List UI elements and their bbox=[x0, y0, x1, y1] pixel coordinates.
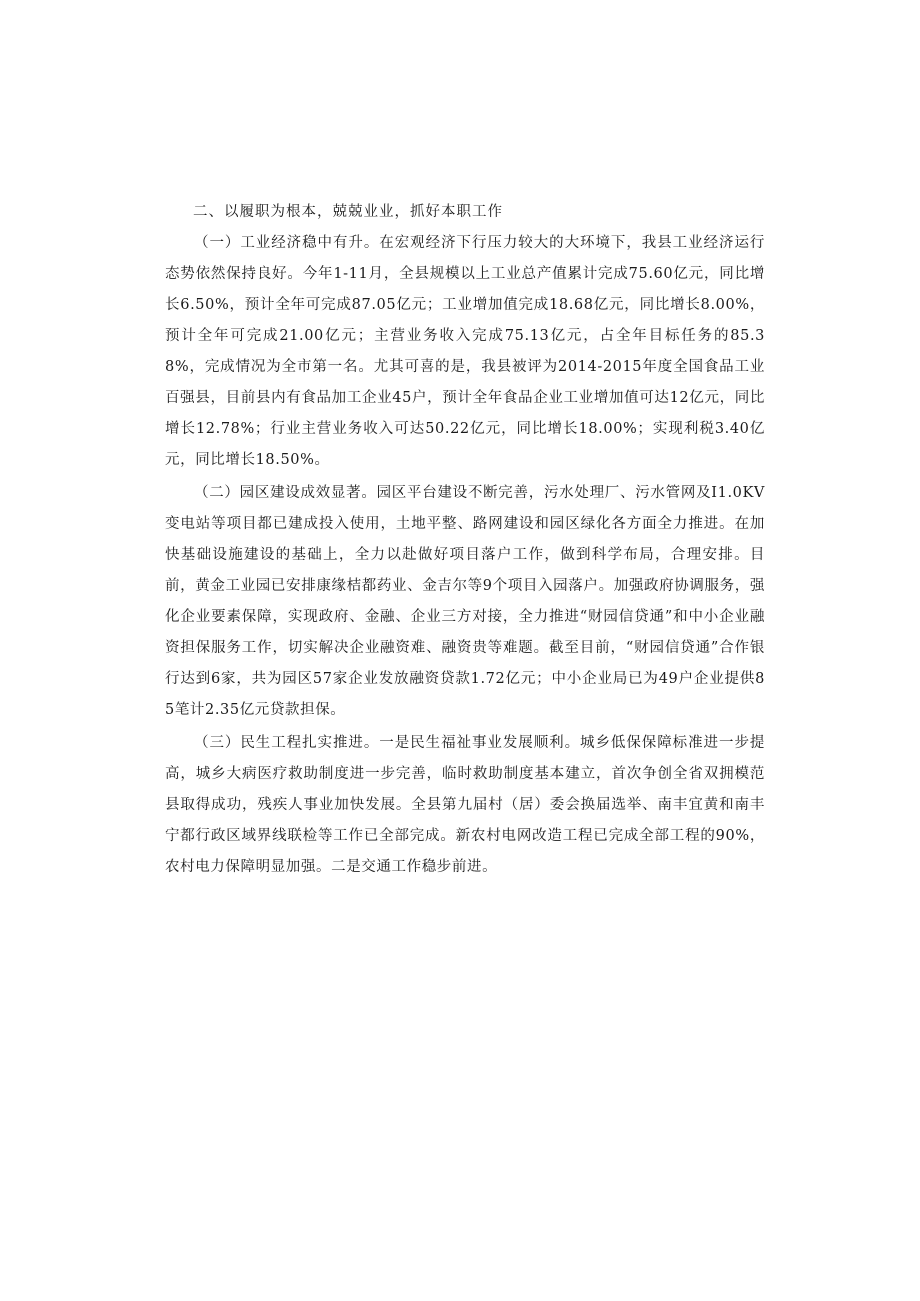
section-heading: 二、以履职为根本，兢兢业业，抓好本职工作 bbox=[193, 204, 503, 220]
paragraph-livelihood-projects: （三）民生工程扎实推进。一是民生福祉事业发展顺利。城乡低保保障标准进一步提高，城乡大病医疗救助制度进一步完善，临时救助制度基本建立，首次争创全省双拥模范县取得成功，残疾人事业加快发展。全县第九届村（居）委会换届选举、南丰宜黄和南丰宁都行政区域界线联检等工作已全部完成。新农村电网改造工程已完成全部工程的90%，农村电力保障明显加强。二是交通工作稳步前进。 bbox=[165, 735, 765, 875]
document-body bbox=[165, 197, 765, 883]
paragraph-industrial-economy: （一）工业经济稳中有升。在宏观经济下行压力较大的大环境下，我县工业经济运行态势依然保持良好。今年1-11月，全县规模以上工业总产值累计完成75.60亿元，同比增长6.50%，预计全年可完成87.05亿元；工业增加值完成18.68亿元，同比增长8.00%，预计全年可完成21.00亿元；主营业务收入完成75.13亿元，占全年目标任务的85.38%，完成情况为全市第一名。尤其可喜的是，我县被评为2014-2015年度全国食品工业百强县，目前县内有食品加工企业45户，预计全年食品企业工业增加值可达12亿元，同比增长12.78%；行业主营业务收入可达50.22亿元，同比增长18.00%；实现利税3.40亿元，同比增长18.50%。 bbox=[165, 235, 765, 468]
paragraph-park-construction: （二）园区建设成效显著。园区平台建设不断完善，污水处理厂、污水管网及I1.0KV变电站等项目都已建成投入使用，土地平整、路网建设和园区绿化各方面全力推进。在加快基础设施建设的基础上，全力以赴做好项目落户工作，做到科学布局，合理安排。目前，黄金工业园已安排康缘桔都药业、金吉尔等9个项目入园落户。加强政府协调服务，强化企业要素保障，实现政府、金融、企业三方对接，全力推进“财园信贷通”和中小企业融资担保服务工作，切实解决企业融资难、融资贵等难题。截至目前，“财园信贷通”合作银行达到6家，共为园区57家企业发放融资贷款1.72亿元；中小企业局已为49户企业提供85笔计2.35亿元贷款担保。 bbox=[165, 485, 765, 718]
